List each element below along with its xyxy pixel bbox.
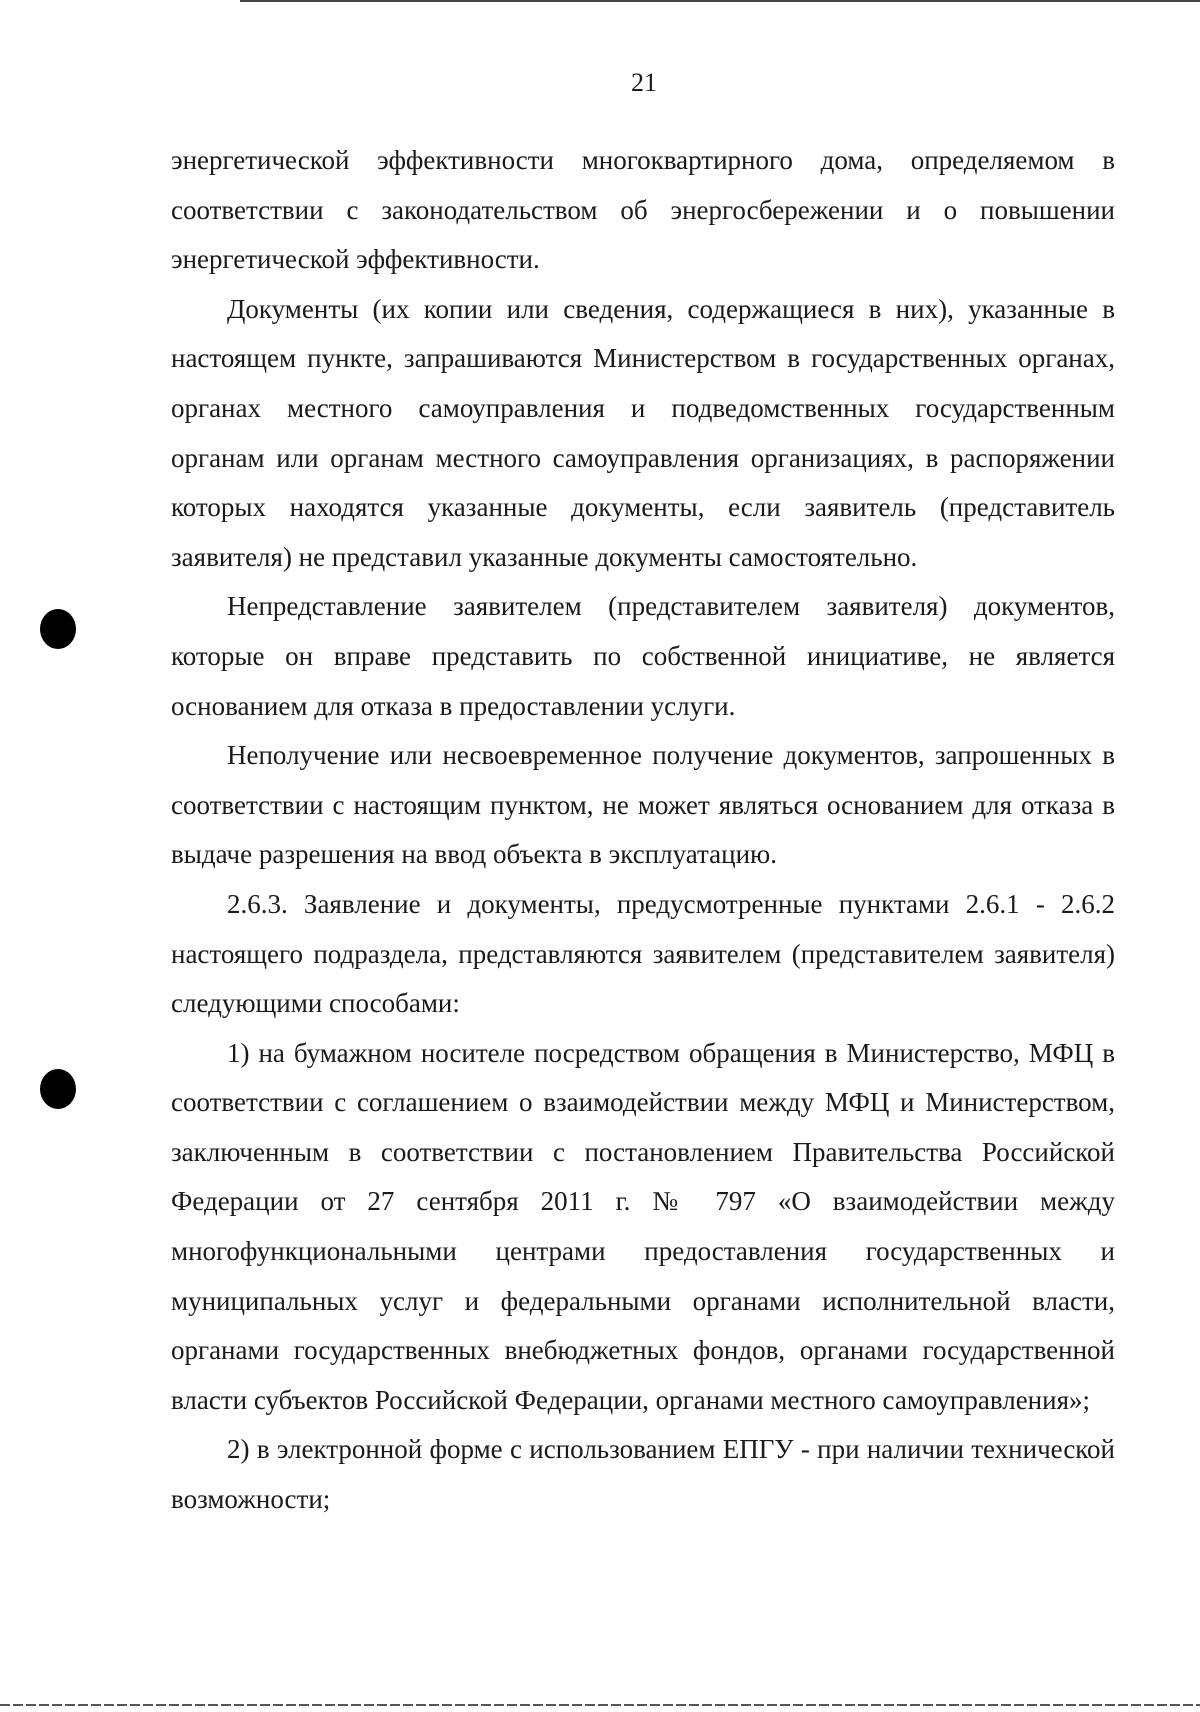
scan-top-edge xyxy=(240,0,1200,2)
paragraph-documents-requested: Документы (их копии или сведения, содержащиеся в них), указанные в настоящем пункте, запрашиваются Министерством в государственных органах, органах местного самоуправления и подведомственных государственным органам или органам местного самоуправления организациях, в распоряжении которых находятся указанные документы, если заявитель (представитель заявителя) не представил указанные документы самостоятельно. xyxy=(171,293,1115,572)
paragraph-2-6-3: 2.6.3. Заявление и документы, предусмотренные пунктами 2.6.1 - 2.6.2 настоящего подраздела, представляются заявителем (представителем заявителя) следующими способами: xyxy=(171,888,1115,1019)
binder-hole xyxy=(40,1069,76,1109)
binder-hole xyxy=(40,609,76,649)
page-number: 21 xyxy=(631,68,657,97)
scan-bottom-edge xyxy=(0,1704,1200,1706)
paragraph-continuation: энергетической эффективности многоквартирного дома, определяемом в соответствии с законодательством об энергосбережении и о повышении энергетической эффективности. xyxy=(171,145,1115,275)
document-body xyxy=(171,136,1115,1525)
list-item-electronic-method: 2) в электронной форме с использованием ЕПГУ - при наличии технической возможности; xyxy=(171,1434,1115,1515)
paragraph-non-submission: Непредставление заявителем (представителем заявителя) документов, которые он вправе представить по собственной инициативе, не является основанием для отказа в предоставлении услуги. xyxy=(171,591,1115,721)
paragraph-non-receipt: Неполучение или несвоевременное получение документов, запрошенных в соответствии с настоящим пунктом, не может являться основанием для отказа в выдаче разрешения на ввод объекта в эксплуатацию. xyxy=(171,740,1115,870)
list-item-paper-method: 1) на бумажном носителе посредством обращения в Министерство, МФЦ в соответствии с соглашением о взаимодействии между МФЦ и Министерством, заключенным в соответствии с постановлением Правительства Российской Федерации от 27 сентября 2011 г. № 797 «О взаимодействии между многофункциональными центрами предоставления государственных и муниципальных услуг и федеральными органами исполнительной власти, органами государственных внебюджетных фондов, органами государственной власти субъектов Российской Федерации, органами местного самоуправления»; xyxy=(171,1037,1115,1415)
